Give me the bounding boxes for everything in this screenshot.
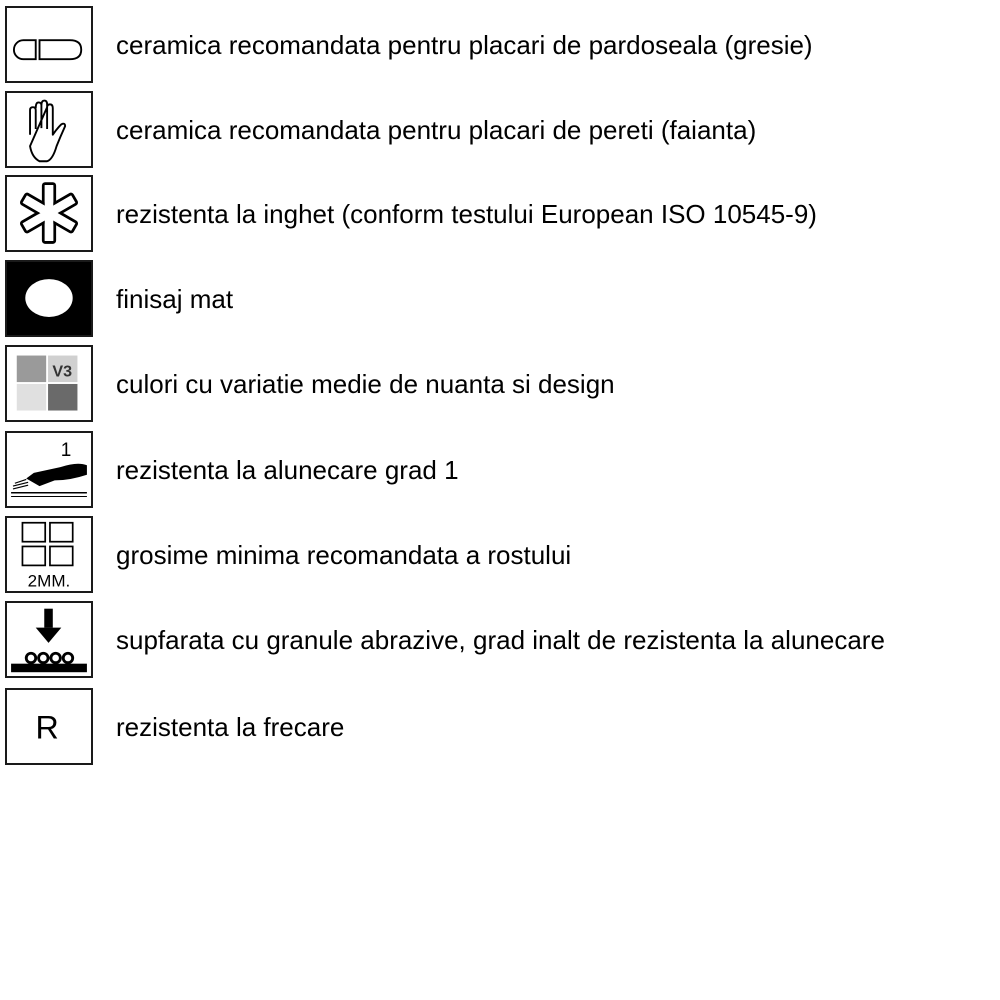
legend-label: rezistenta la inghet (conform testului European ISO 10545-9) <box>116 199 817 229</box>
friction-code-letter: R <box>35 709 59 746</box>
legend-row-wall <box>5 91 995 169</box>
footprint-icon <box>5 6 93 83</box>
legend-label: grosime minima recomandata a rostului <box>116 540 572 570</box>
legend-label: rezistenta la frecare <box>116 712 345 742</box>
legend-label: ceramica recomandata pentru placari de pardoseala (gresie) <box>116 30 813 60</box>
slip-grade-number: 1 <box>60 439 72 461</box>
legend-row-frost <box>5 175 995 253</box>
legend-row-grout <box>5 516 995 594</box>
legend-row-matte <box>5 260 995 338</box>
frost-snowflake-icon <box>5 175 93 252</box>
shade-variation-code: V3 <box>52 362 73 381</box>
legend-label: ceramica recomandata pentru placari de pereti (faianta) <box>116 115 757 145</box>
legend-label: rezistenta la alunecare grad 1 <box>116 455 459 485</box>
grout-width-value: 2MM. <box>27 571 71 591</box>
legend-row-floor <box>5 6 995 84</box>
legend-row-abrasive <box>5 601 995 679</box>
legend-label: finisaj mat <box>116 284 234 314</box>
shade-variation-icon <box>5 345 93 422</box>
legend-row-shade <box>5 345 995 423</box>
slip-resistance-icon <box>5 431 93 508</box>
matte-finish-icon <box>5 260 93 337</box>
friction-resistance-icon <box>5 688 93 765</box>
hand-icon <box>5 91 93 168</box>
legend-row-friction <box>5 688 995 766</box>
legend-row-slip <box>5 431 995 509</box>
legend-label: culori cu variatie medie de nuanta si design <box>116 369 615 399</box>
abrasive-granules-icon <box>5 601 93 678</box>
grout-joint-icon <box>5 516 93 593</box>
legend-label: supfarata cu granule abrazive, grad inalt de rezistenta la alunecare <box>116 625 885 655</box>
